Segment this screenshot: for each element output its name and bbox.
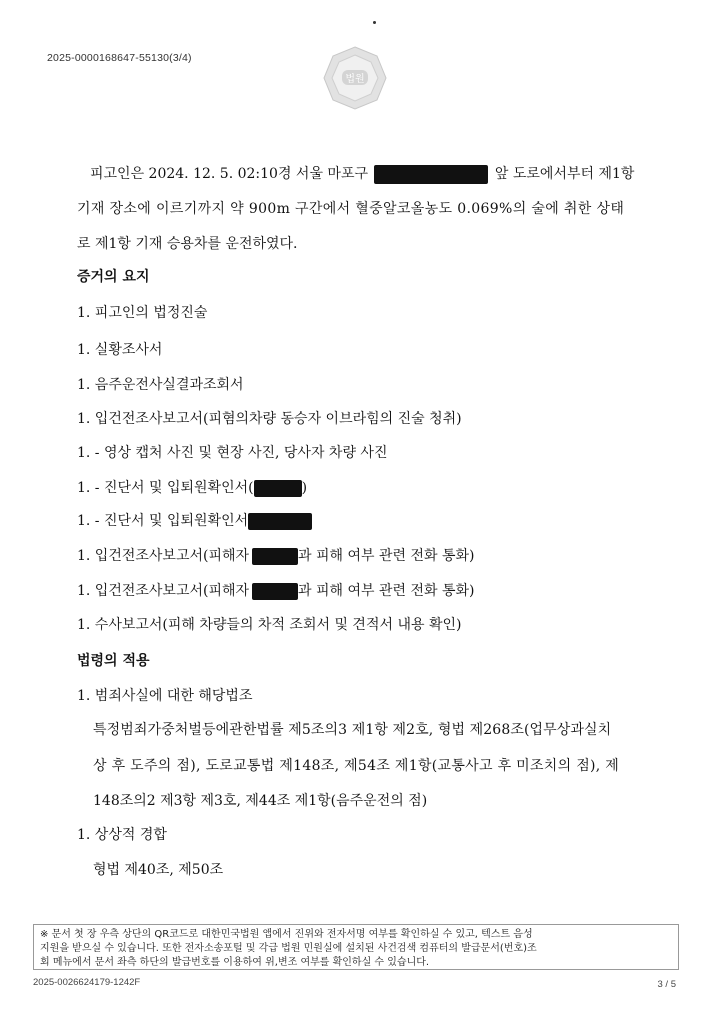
notice-line: ※ 문서 첫 장 우측 상단의 QR코드로 대한민국법원 앱에서 진위와 전자서명 여부를 확인하실 수 있고, 텍스트 음성	[40, 929, 533, 940]
evidence-item: 1. 수사보고서(피해 차량들의 차적 조회서 및 견적서 내용 확인)	[77, 617, 462, 633]
evidence-item-suffix: 과 피해 여부 관련 전화 통화)	[298, 548, 475, 564]
seal-text: 법원	[345, 74, 365, 85]
facts-line-1	[90, 163, 634, 184]
redaction-block	[252, 583, 298, 600]
document-id: 2025-0000168647-55130(3/4)	[47, 52, 192, 64]
facts-line-1-end: 앞 도로에서부터 제1항	[494, 166, 635, 182]
notice-line: 지원을 받으실 수 있습니다. 또한 전자소송포털 및 각급 법원 민원실에 설치된 사건검색 컴퓨터의 발급문서(번호)조	[40, 943, 537, 954]
page-number: 3 / 5	[657, 979, 676, 990]
facts-line-1-start: 피고인은 2024. 12. 5. 02:10경 서울 마포구	[90, 166, 368, 182]
evidence-item-suffix: 과 피해 여부 관련 전화 통화)	[298, 583, 475, 599]
law-heading: 법령의 적용	[77, 653, 150, 669]
evidence-item-text: 1. - 진단서 및 입퇴원확인서(	[77, 480, 254, 496]
court-seal-icon	[322, 45, 388, 111]
law-text-line: 형법 제40조, 제50조	[93, 862, 224, 878]
evidence-item-text: 1. 입건전조사보고서(피해자	[77, 583, 250, 599]
evidence-item-text: 1. - 진단서 및 입퇴원확인서	[77, 513, 249, 529]
evidence-item: 1. 실황조사서	[77, 342, 163, 358]
redaction-block	[374, 165, 488, 184]
redaction-block	[252, 548, 298, 565]
notice-line: 회 메뉴에서 문서 좌측 하단의 발급번호를 이용하여 위,변조 여부를 확인하실 수 있습니다.	[40, 957, 430, 968]
evidence-item: 1. 음주운전사실결과조회서	[77, 377, 244, 393]
evidence-item: 1. - 영상 캡처 사진 및 현장 사진, 당사자 차량 사진	[77, 445, 388, 461]
redaction-block	[248, 513, 312, 530]
evidence-item	[77, 580, 475, 600]
law-text-line: 상 후 도주의 점), 도로교통법 제148조, 제54조 제1항(교통사고 후 미조치의 점), 제	[93, 758, 620, 774]
evidence-item	[77, 510, 312, 530]
evidence-item-close: )	[301, 480, 308, 496]
evidence-heading: 증거의 요지	[77, 269, 150, 285]
law-subsection-title: 1. 상상적 경합	[77, 827, 167, 843]
issue-number: 2025-0026624179-1242F	[33, 977, 141, 988]
verification-notice	[33, 924, 679, 970]
law-text-line: 148조의2 제3항 제3호, 제44조 제1항(음주운전의 점)	[93, 793, 428, 809]
law-subsection-title: 1. 범죄사실에 대한 해당법조	[77, 688, 253, 704]
evidence-item-text: 1. 입건전조사보고서(피해자	[77, 548, 250, 564]
law-text-line: 특정범죄가중처벌등에관한법률 제5조의3 제1항 제2호, 형법 제268조(업무상과실치	[93, 722, 612, 738]
evidence-item: 1. 피고인의 법정진술	[77, 305, 208, 321]
evidence-item	[77, 545, 475, 565]
evidence-item	[77, 477, 307, 497]
facts-line-3: 로 제1항 기재 승용차를 운전하였다.	[77, 236, 298, 252]
evidence-item: 1. 입건전조사보고서(피혐의차량 동승자 이브라힘의 진술 청취)	[77, 411, 462, 427]
redaction-block	[254, 480, 302, 497]
facts-line-2: 기재 장소에 이르기까지 약 900m 구간에서 혈중알코올농도 0.069%의 술에 취한 상태	[77, 201, 625, 217]
scan-dot	[373, 21, 376, 24]
